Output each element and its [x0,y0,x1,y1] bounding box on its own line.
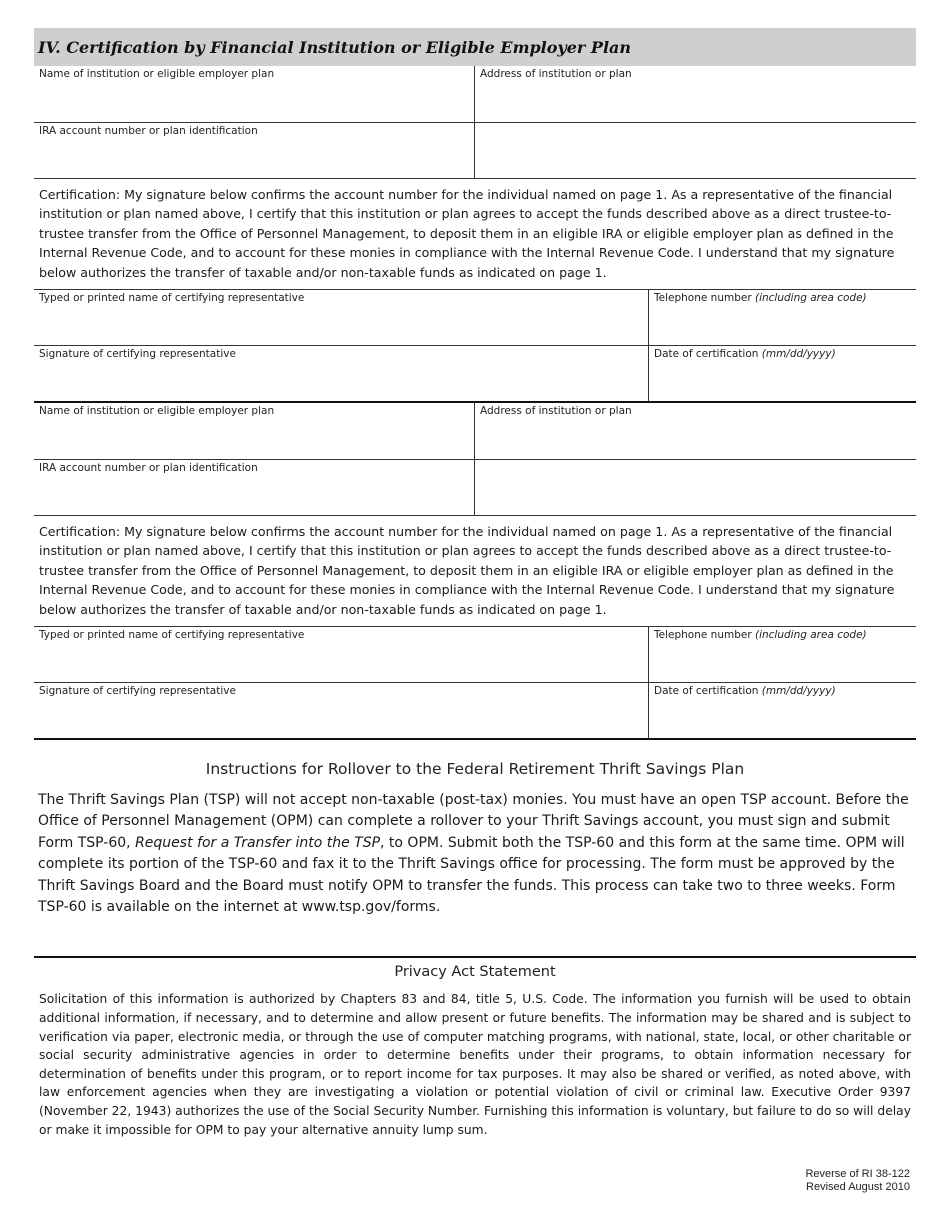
certification-statement: Certification: My signature below confirms the account number for the individual named on page 1. As a representative of the financial institution or plan named above, I certify that this institution or plan agrees to accept the funds described above as a direct trustee-to-trustee transfer from the Office of Personnel Management, to deposit them in an eligible IRA or eligible employer plan as defined in the Internal Revenue Code, and to account for these monies in compliance with the Internal Revenue Code. I understand that my signature below authorizes the transfer of taxable and/or non-taxable funds as indicated on page 1. [34,515,916,626]
instructions-text-1: The Thrift Savings Plan (TSP) will not accept non-taxable (post-tax) monies. You must have an open TSP account. Before the Office of Personnel Management (OPM) can complete a rollover to your Thrift Savings account, you must sign and submit Form TSP-60, [38,792,909,851]
representative-row [34,626,916,682]
ira-account-field[interactable] [34,123,475,178]
signature-field[interactable] [34,346,649,401]
revision-date: Revised August 2010 [806,1181,910,1193]
rep-name-label: Typed or printed name of certifying representative [39,629,305,641]
institution-address-field[interactable] [475,66,916,122]
date-note: (mm/dd/yyyy) [761,685,836,697]
rep-name-label: Typed or printed name of certifying representative [39,292,305,304]
form-number: Reverse of RI 38-122 [805,1168,910,1180]
divider [34,738,916,740]
signature-row [34,682,916,738]
telephone-label: Telephone number [654,292,755,304]
certification-block-1 [34,66,916,401]
telephone-note: (including area code) [754,292,867,304]
ira-account-field[interactable] [34,460,475,515]
form-page [34,28,916,1139]
instructions-form-title: Request for a Transfer into the TSP [135,834,381,851]
telephone-note: (including area code) [754,629,867,641]
telephone-field[interactable] [649,290,916,345]
institution-name-label: Name of institution or eligible employer plan [39,68,275,80]
institution-row [34,403,916,459]
telephone-field[interactable] [649,627,916,682]
section-header [34,28,916,66]
telephone-label: Telephone number [654,629,755,641]
instructions-body [34,790,916,918]
date-field[interactable] [649,683,916,738]
ira-account-label: IRA account number or plan identification [39,125,258,137]
signature-row [34,345,916,401]
representative-row [34,289,916,345]
form-footer [805,1168,910,1194]
ira-row [34,459,916,515]
institution-name-field[interactable] [34,66,475,122]
rep-name-field[interactable] [34,627,649,682]
institution-row [34,66,916,122]
rep-name-field[interactable] [34,290,649,345]
date-note: (mm/dd/yyyy) [761,348,836,360]
certification-statement: Certification: My signature below confirms the account number for the individual named on page 1. As a representative of the financial institution or plan named above, I certify that this institution or plan agrees to accept the funds described above as a direct trustee-to-trustee transfer from the Office of Personnel Management, to deposit them in an eligible IRA or eligible employer plan as defined in the Internal Revenue Code, and to account for these monies in compliance with the Internal Revenue Code. I understand that my signature below authorizes the transfer of taxable and/or non-taxable funds as indicated on page 1. [34,178,916,289]
divider [34,956,916,958]
date-label: Date of certification [654,348,762,360]
privacy-section [34,964,916,1139]
blank-field[interactable] [475,123,916,178]
signature-label: Signature of certifying representative [39,685,236,697]
instructions-text-2: , to OPM. Submit both the TSP-60 and this form at the same time. OPM will complete its portion of the TSP-60 and fax it to the Thrift Savings office for processing. The form must be approved by the Thrift Savings Board and the Board must notify OPM to transfer the funds. This process can take two to three weeks. Form TSP-60 is available on the internet at www.tsp.gov/forms. [38,834,905,916]
signature-field[interactable] [34,683,649,738]
blank-field[interactable] [475,460,916,515]
section-title: IV. Certification by Financial Institution or Eligible Employer Plan [38,37,632,57]
date-label: Date of certification [654,685,762,697]
institution-name-label: Name of institution or eligible employer plan [39,405,275,417]
instructions-title: Instructions for Rollover to the Federal Retirement Thrift Savings Plan [205,760,745,778]
institution-address-label: Address of institution or plan [480,68,632,80]
certification-block-2 [34,403,916,738]
ira-account-label: IRA account number or plan identification [39,462,258,474]
institution-address-field[interactable] [475,403,916,459]
instructions-section [34,760,916,918]
institution-address-label: Address of institution or plan [480,405,632,417]
ira-row [34,122,916,178]
institution-name-field[interactable] [34,403,475,459]
signature-label: Signature of certifying representative [39,348,236,360]
date-field[interactable] [649,346,916,401]
privacy-body: Solicitation of this information is authorized by Chapters 83 and 84, title 5, U.S. Code. The information you furnish will be used to obtain additional information, if necessary, and to determine and allow present or future benefits. The information may be shared and is subject to verification via paper, electronic media, or through the use of computer matching programs, with national, state, local, or other charitable or social security administrative agencies in order to determine benefits under their programs, to obtain information necessary for determination of benefits under this program, or to report income for tax purposes. It may also be shared or verified, as noted above, with law enforcement agencies when they are investigating a violation or potential violation of civil or criminal law. Executive Order 9397 (November 22, 1943) authorizes the use of the Social Security Number. Furnishing this information is voluntary, but failure to do so will delay or make it impossible for OPM to pay your alternative annuity lump sum. [39,992,911,1137]
privacy-title: Privacy Act Statement [394,964,556,981]
